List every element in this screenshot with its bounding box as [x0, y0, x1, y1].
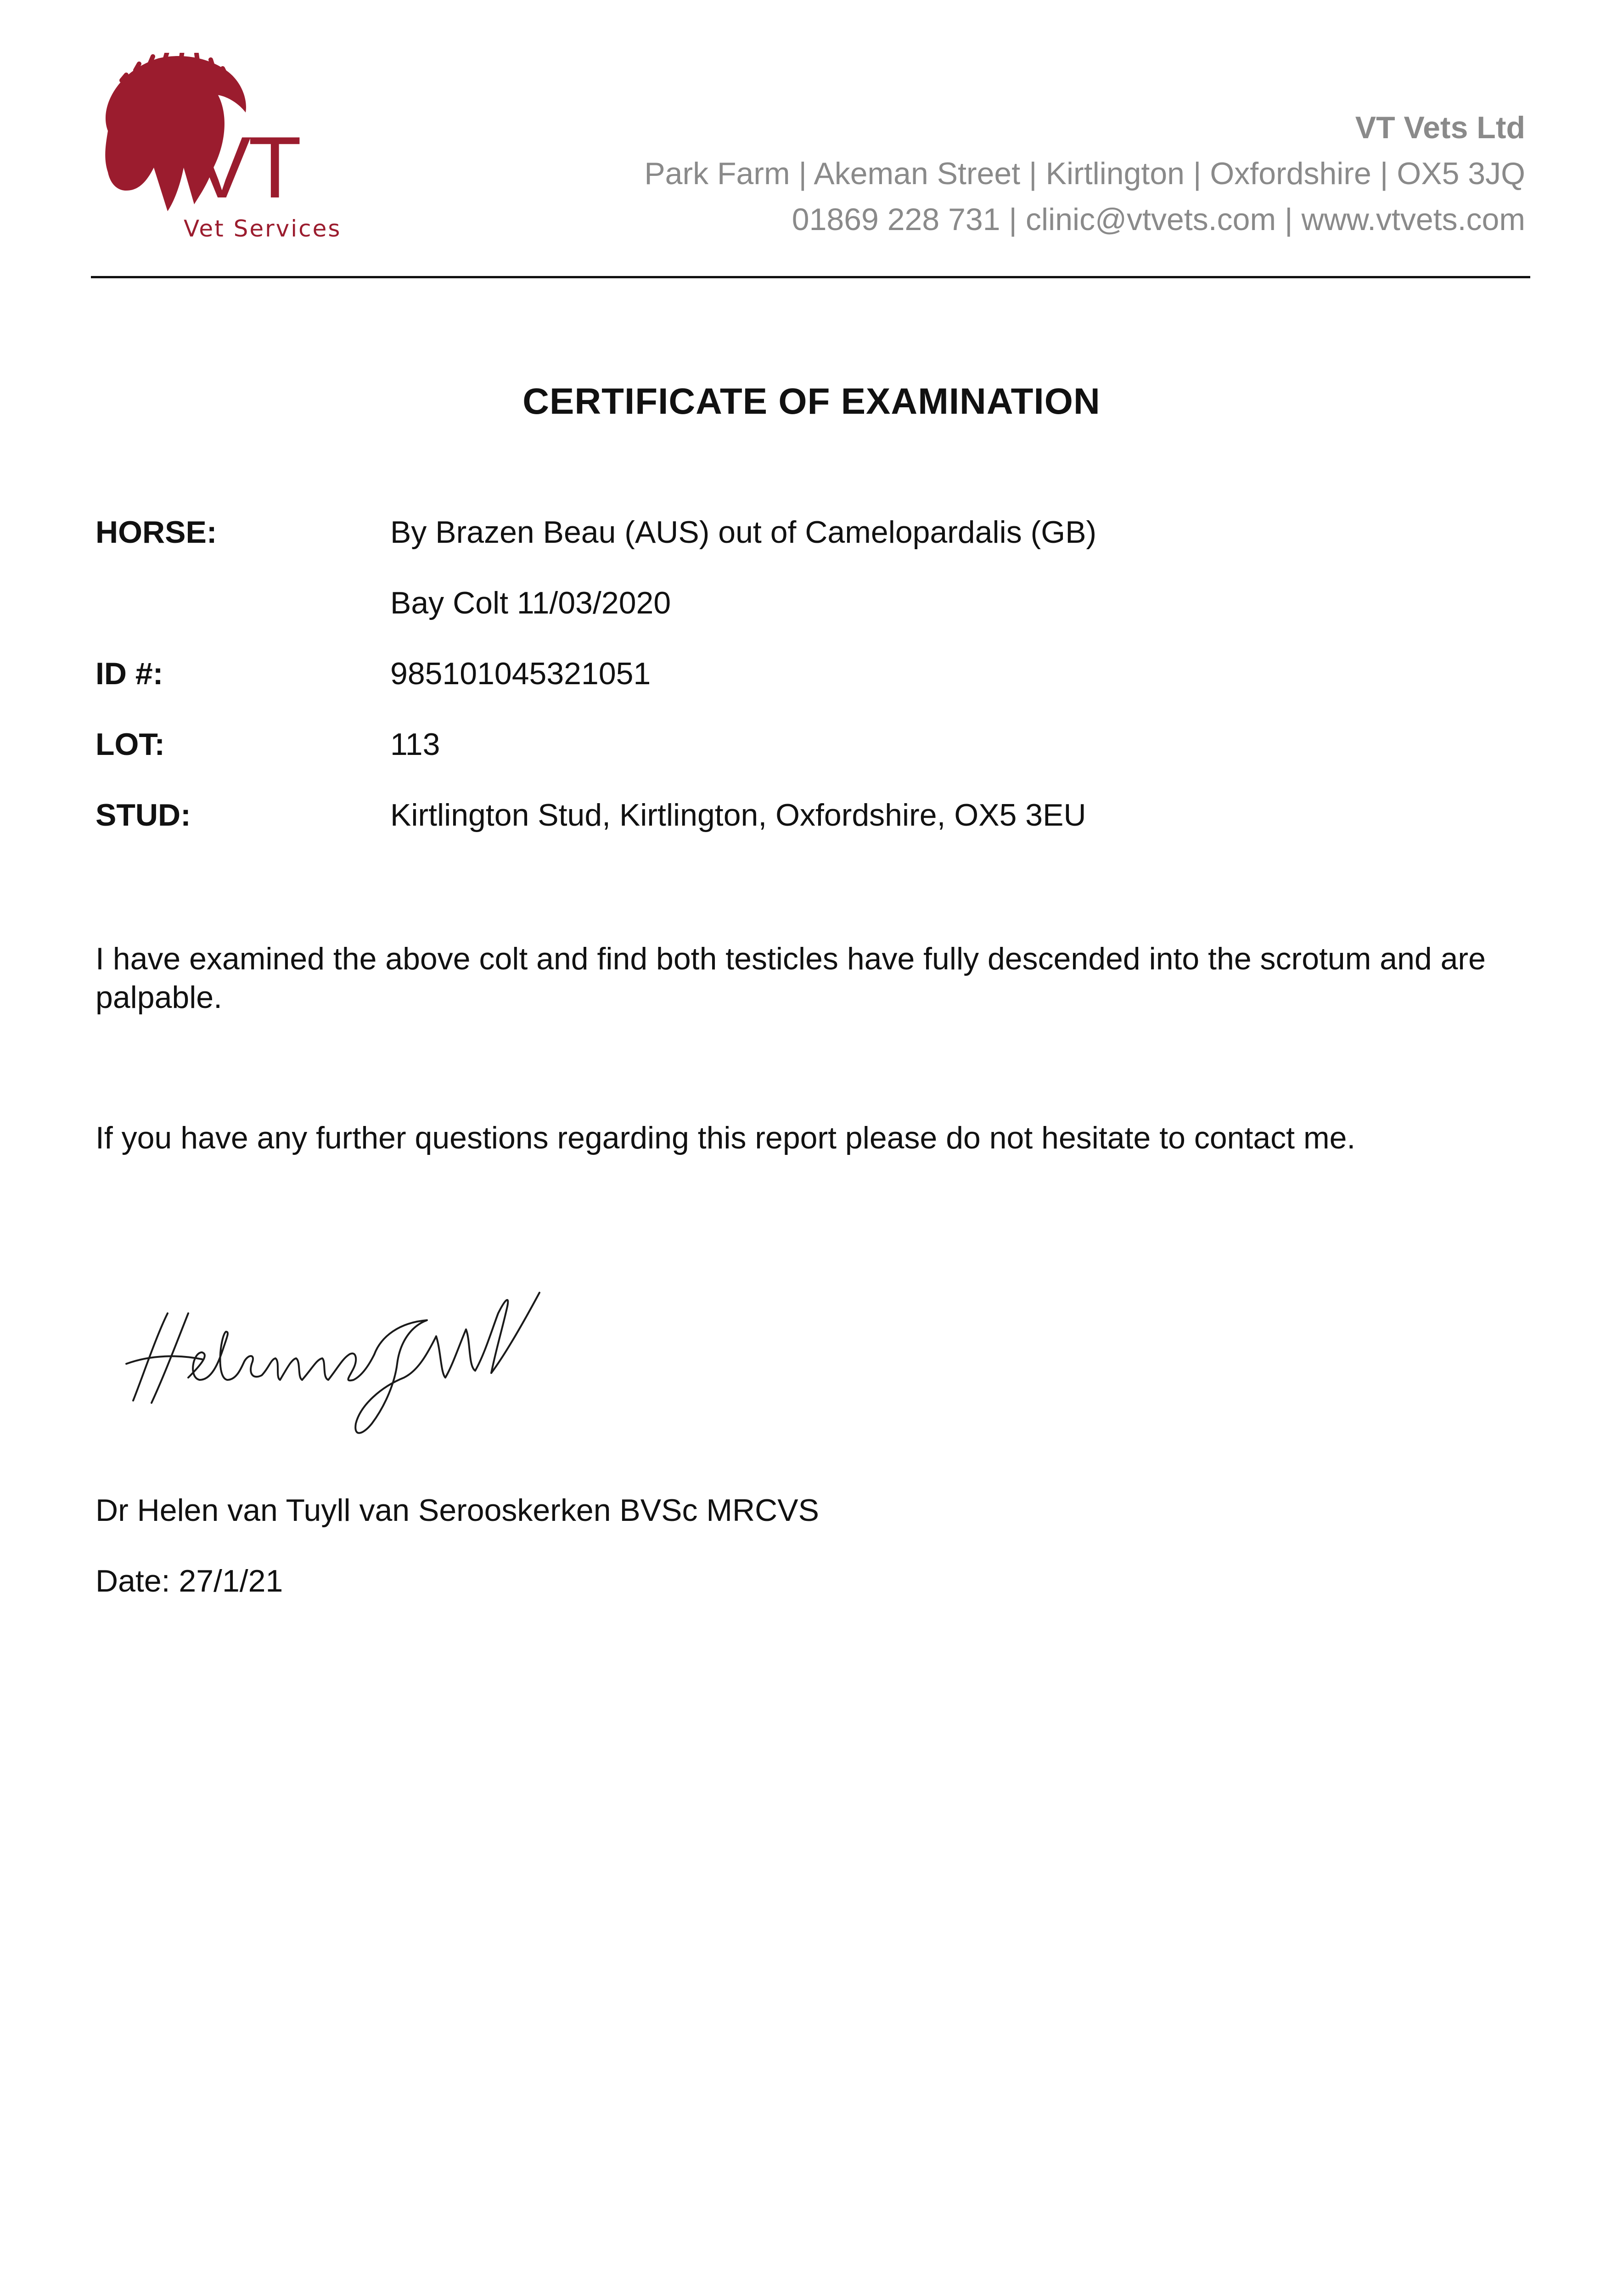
detail-value: Kirtlington Stud, Kirtlington, Oxfordshire, OX5 3EU — [390, 798, 1086, 833]
logo-subtitle: Vet Services — [184, 215, 342, 242]
detail-value: 113 — [390, 727, 440, 762]
company-logo — [90, 53, 356, 246]
horse-head-icon — [90, 53, 356, 246]
company-details — [644, 105, 1525, 242]
company-contact: 01869 228 731 | clinic@vtvets.com | www.vtvets.com — [792, 202, 1525, 237]
detail-value: Bay Colt 11/03/2020 — [390, 585, 671, 620]
company-address: Park Farm | Akeman Street | Kirtlington | Oxfordshire | OX5 3JQ — [644, 156, 1525, 191]
detail-label: STUD: — [95, 798, 191, 833]
signature-date: Date: 27/1/21 — [95, 1564, 283, 1598]
detail-value: 985101045321051 — [390, 656, 651, 691]
signer-name: Dr Helen van Tuyll van Serooskerken BVSc MRCVS — [95, 1493, 819, 1528]
detail-label: LOT: — [95, 727, 165, 762]
detail-label: ID #: — [95, 656, 163, 691]
handwritten-signature — [124, 1286, 556, 1451]
examination-statement: I have examined the above colt and find both testicles have fully descended into the scrotum and are palpable. — [95, 941, 1486, 1015]
detail-value: By Brazen Beau (AUS) out of Camelopardalis (GB) — [390, 515, 1097, 550]
contact-statement: If you have any further questions regarding this report please do not hesitate to contact me. — [95, 1120, 1356, 1155]
detail-label: HORSE: — [95, 515, 217, 550]
company-name: VT Vets Ltd — [1355, 110, 1525, 145]
logo-mark: VT — [193, 119, 299, 216]
document-title: CERTIFICATE OF EXAMINATION — [522, 381, 1101, 422]
header-divider — [91, 276, 1530, 278]
